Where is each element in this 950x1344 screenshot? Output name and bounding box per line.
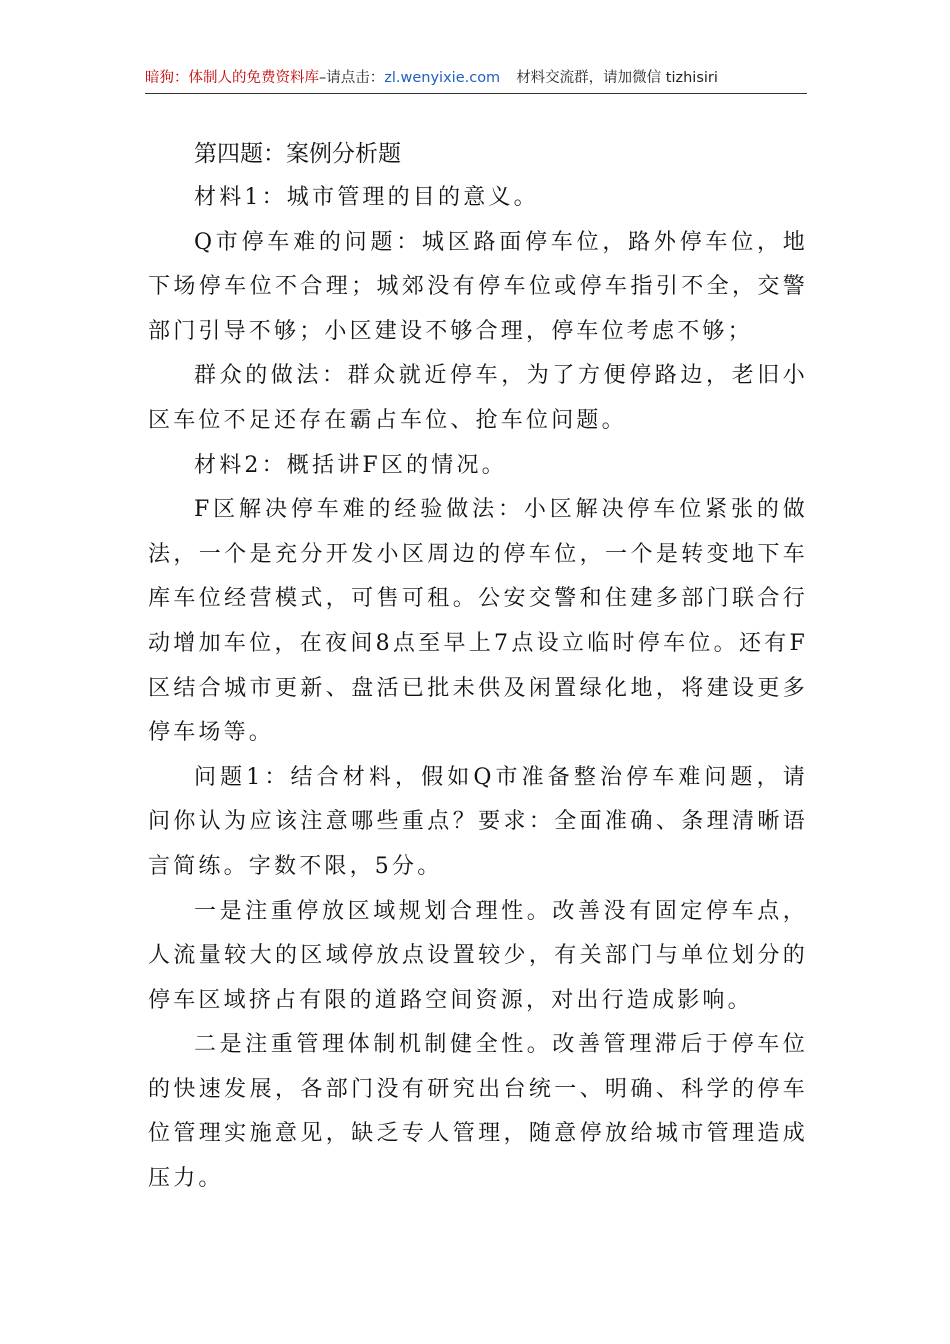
paragraph-material-1: 材料1：城市管理的目的意义。 <box>194 185 539 210</box>
paragraph-f-district-experience: F区解决停车难的经验做法：小区解决停车位紧张的做法，一个是充分开发小区周边的停车位，一个是转变地下车库车位经营模式，可售可租。公安交警和住建多部门联合行动增加车位，在夜间8点至早上7点设立临时停车位。还有F区结合城市更新、盘活已批未供及闲置绿化地，将建设更多停车场等。 <box>148 497 808 746</box>
paragraph-answer-point-1: 一是注重停放区域规划合理性。改善没有固定停车点，人流量较大的区域停放点设置较少，有关部门与单位划分的停车区域挤占有限的道路空间资源，对出行造成影响。 <box>148 898 808 1013</box>
header-link[interactable]: zl.wenyixie.com <box>384 70 501 86</box>
section-title: 第四题：案例分析题 <box>194 141 401 167</box>
document-body <box>148 132 808 1202</box>
paragraph-question-1: 问题1：结合材料，假如Q市准备整治停车难问题，请问你认为应该注意哪些重点？要求：全面准确、条理清晰语言简练。字数不限，5分。 <box>148 764 808 879</box>
header-click-prompt: –请点击： <box>319 70 385 86</box>
paragraph-material-2: 材料2：概括讲F区的情况。 <box>194 452 507 478</box>
paragraph-public-behavior: 群众的做法：群众就近停车，为了方便停路边，老旧小区车位不足还存在霸占车位、抢车位问题。 <box>148 363 808 433</box>
paragraph-q-city-problems: Q市停车难的问题：城区路面停车位，路外停车位，地下场停车位不合理；城郊没有停车位或停车指引不全，交警部门引导不够；小区建设不够合理，停车位考虑不够； <box>148 229 808 344</box>
header-divider <box>145 93 807 94</box>
header-wechat-note: 材料交流群，请加微信 tizhisiri <box>516 70 718 86</box>
header-site-name: 暗狗：体制人的免费资料库 <box>145 70 319 86</box>
paragraph-answer-point-2: 二是注重管理体制机制健全性。改善管理滞后于停车位的快速发展，各部门没有研究出台统一、明确、科学的停车位管理实施意见，缺乏专人管理，随意停放给城市管理造成压力。 <box>148 1032 808 1192</box>
page-header <box>145 64 807 92</box>
